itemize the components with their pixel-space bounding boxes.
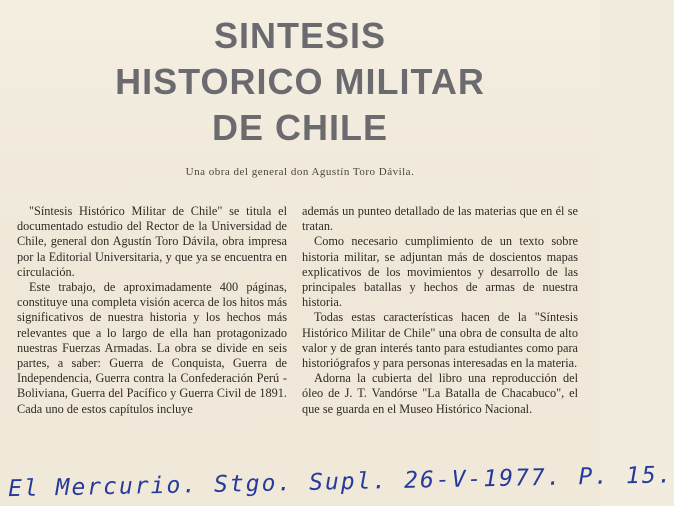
article-column-left bbox=[17, 204, 287, 417]
article-column-right bbox=[302, 204, 578, 417]
handwritten-source-note: El Mercurio. Stgo. Supl. 26-V-1977. P. 15. bbox=[7, 462, 674, 503]
paragraph: Este trabajo, de aproximadamente 400 páginas, constituye una completa visión acerca de los hitos más significativos de nuestra historia y los hechos más relevantes que a lo largo de ella han protagonizado nuestras Fuerzas Armadas. La obra se divide en seis partes, a saber: Guerra de Conquista, Guerra de Independencia, Guerra contra la Confederación Perú - Boliviana, Guerra del Pacífico y Guerra Civil de 1891. Cada uno de estos capítulos incluye bbox=[17, 280, 287, 416]
headline-line-3: DE CHILE bbox=[211, 107, 388, 148]
headline-line-2: HISTORICO MILITAR bbox=[115, 61, 485, 102]
article-headline bbox=[0, 14, 600, 150]
paragraph: además un punteo detallado de las materias que en él se tratan. bbox=[302, 204, 578, 234]
paragraph: Como necesario cumplimiento de un texto sobre historia militar, se adjuntan más de doscientos mapas explicativos de los movimientos y desarrollo de las principales batallas y hechos de armas de nuestra historia. bbox=[302, 234, 578, 310]
article-byline: Una obra del general don Agustín Toro Dávila. bbox=[185, 166, 415, 178]
headline-line-1: SINTESIS bbox=[213, 15, 387, 56]
paragraph: "Síntesis Histórico Militar de Chile" se titula el documentado estudio del Rector de la Universidad de Chile, general don Agustín Toro Dávila, obra impresa por la Editorial Universitaria, y que ya se encuentra en circulación. bbox=[17, 204, 287, 279]
paragraph: Todas estas características hacen de la "Síntesis Histórico Militar de Chile" una obra de consulta de alto valor y de gran interés tanto para estudiantes como para historiógrafos y para personas interesadas en la materia. bbox=[302, 310, 578, 371]
paragraph: Adorna la cubierta del libro una reproducción del óleo de J. T. Vandórse "La Batalla de Chacabuco", el que se guarda en el Museo Histórico Nacional. bbox=[302, 371, 578, 416]
